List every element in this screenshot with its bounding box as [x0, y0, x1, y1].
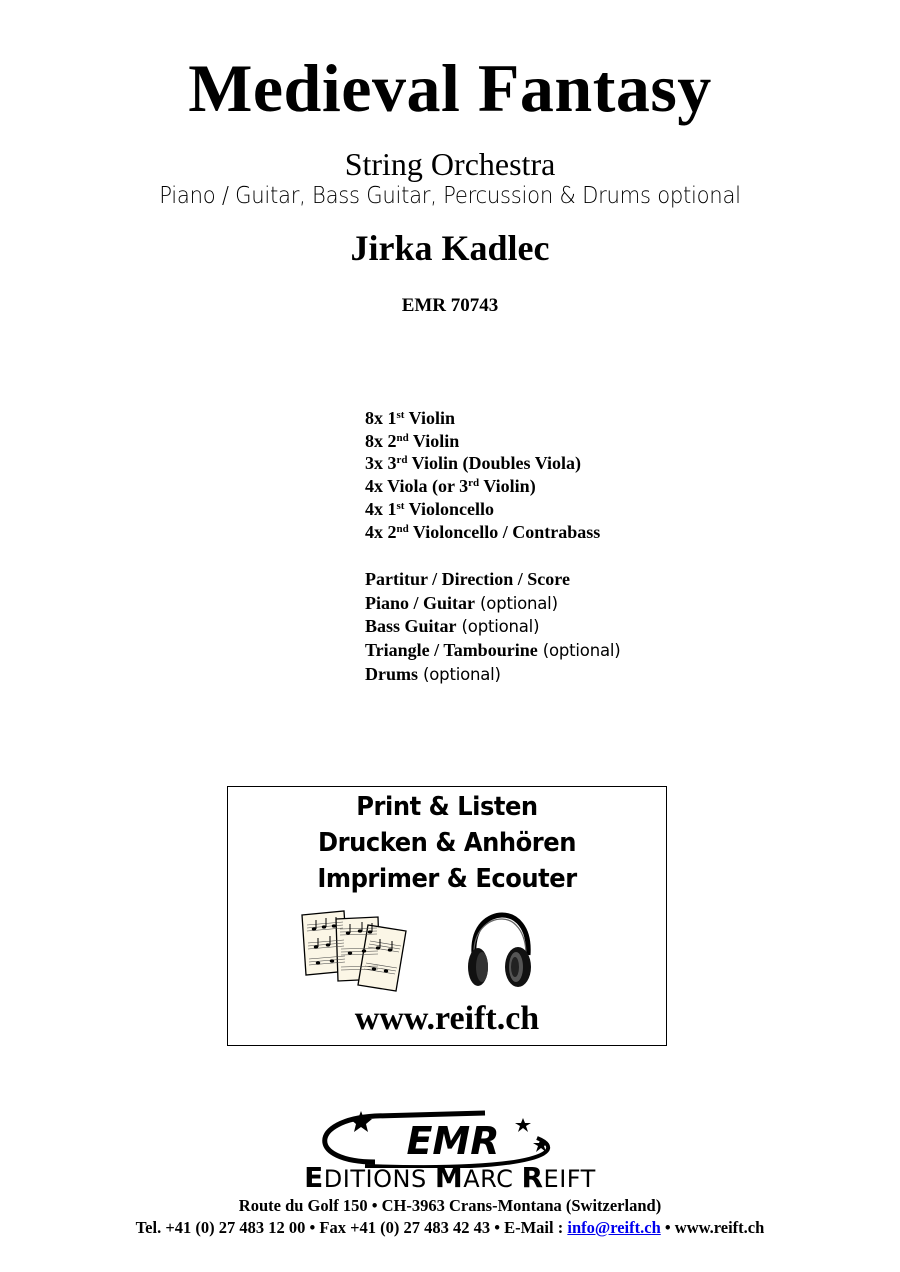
print-listen-english: Print & Listen [356, 792, 538, 822]
page-title: Medieval Fantasy [188, 50, 712, 126]
print-listen-french: Imprimer & Ecouter [317, 864, 577, 894]
publisher-brand-name: EDITIONS MARC REIFT [304, 1161, 596, 1194]
sheet-music-icon [298, 909, 410, 993]
optional-instruments-line: Piano / Guitar, Bass Guitar, Percussion & Drums optional [159, 183, 741, 209]
logo-wordmark: EMR [406, 1119, 500, 1163]
subtitle: String Orchestra [344, 146, 556, 182]
print-and-listen-box [227, 786, 667, 1046]
instrument-item: 4x Viola (or 3rd Violin) [365, 476, 536, 497]
instrument-item: 8x 1st Violin [365, 408, 455, 428]
catalog-number: EMR 70743 [401, 295, 499, 316]
publisher-contact: Tel. +41 (0) 27 483 12 00 • Fax +41 (0) 27 483 42 43 • E-Mail : info@reift.ch • www.reift.ch [135, 1218, 765, 1237]
instrument-item: 8x 2nd Violin [365, 430, 460, 451]
part-item: Piano / Guitar (optional) [365, 592, 558, 613]
part-item: Drums (optional) [365, 663, 501, 684]
print-listen-german: Drucken & Anhören [318, 828, 576, 858]
instrumentation-list [365, 407, 600, 543]
email-link[interactable]: info@reift.ch [567, 1218, 661, 1237]
part-item: Partitur / Direction / Score [365, 569, 570, 589]
part-item: Bass Guitar (optional) [365, 616, 540, 637]
composer-name: Jirka Kadlec [350, 228, 550, 268]
emr-logo-icon [305, 1108, 595, 1168]
instrument-item: 4x 1st Violoncello [365, 498, 494, 519]
instrument-item: 4x 2nd Violoncello / Contrabass [365, 521, 601, 542]
part-item: Triangle / Tambourine (optional) [365, 640, 621, 661]
instrument-item: 3x 3rd Violin (Doubles Viola) [365, 453, 582, 474]
parts-list [365, 568, 621, 687]
publisher-address: Route du Golf 150 • CH-3963 Crans-Montana (Switzerland) [238, 1196, 662, 1215]
website-url[interactable]: www.reift.ch [354, 1000, 540, 1037]
headphones-icon [464, 911, 536, 989]
